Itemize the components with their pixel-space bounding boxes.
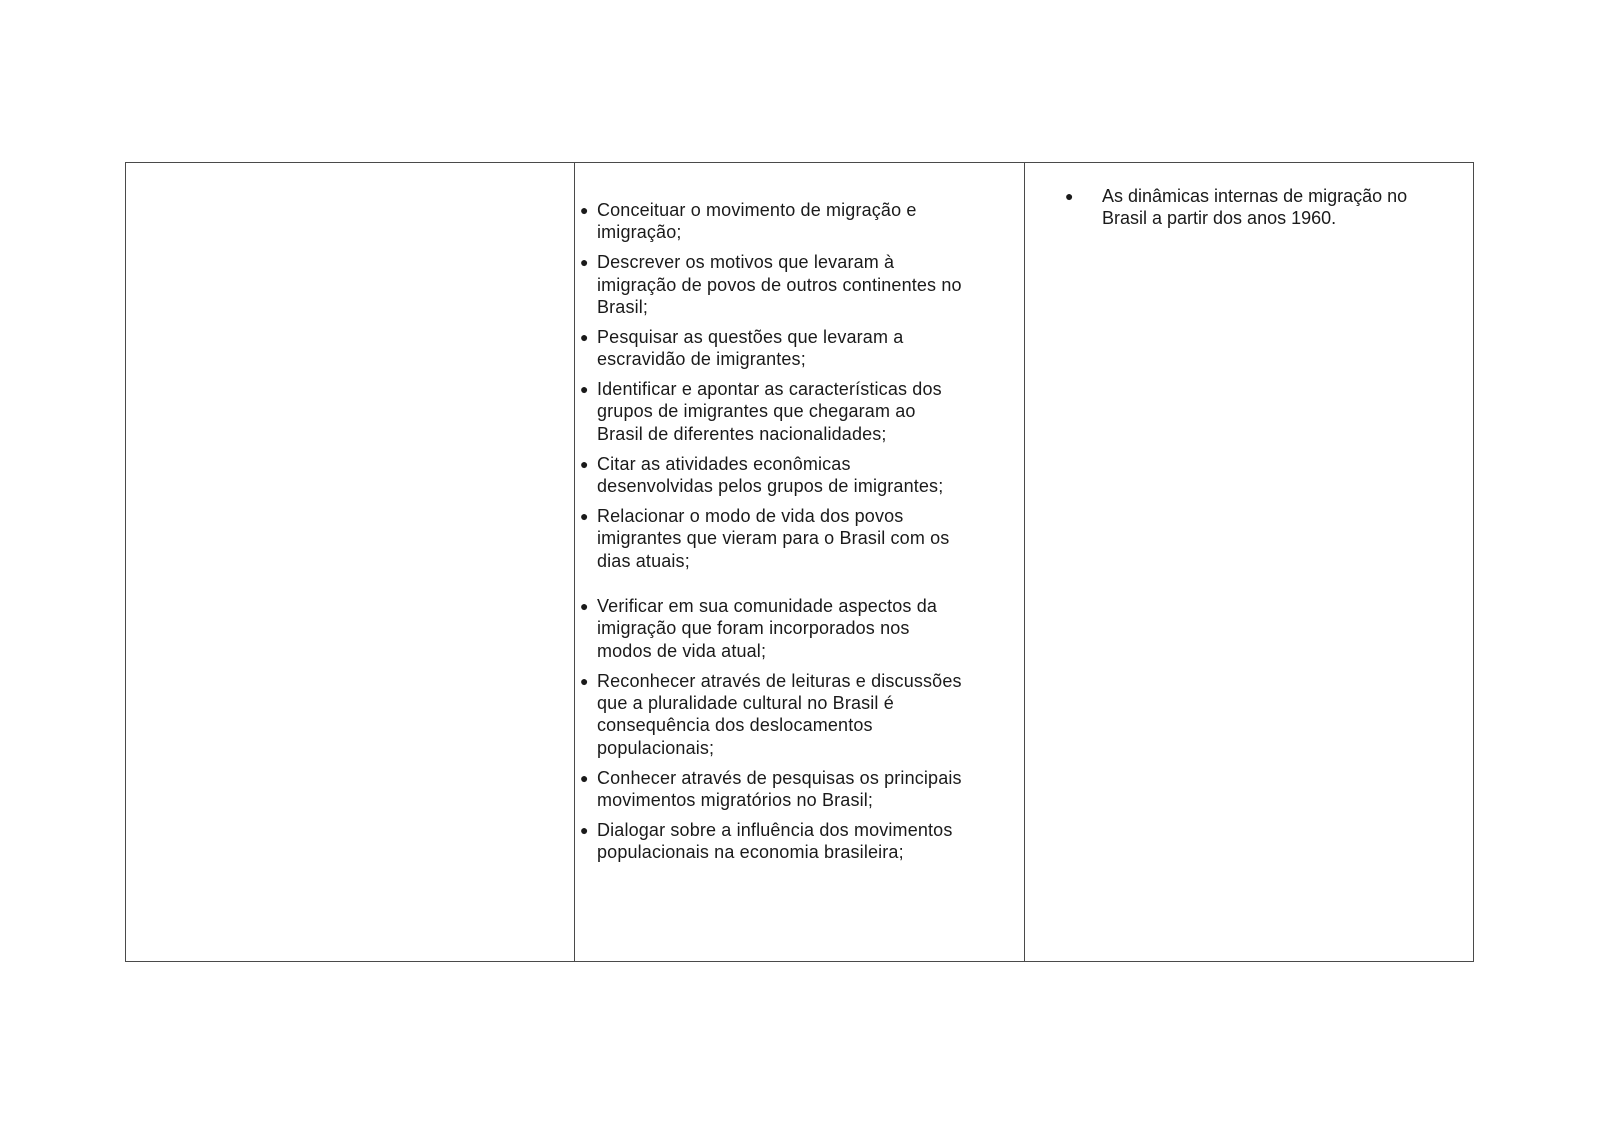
table-cell-objectives <box>575 163 1025 961</box>
list-item: ● Pesquisar as questões que levaram a escravidão de imigrantes; <box>580 326 904 370</box>
document-table <box>125 162 1474 962</box>
list-item: ● Conhecer através de pesquisas os principais movimentos migratórios no Brasil; <box>580 767 962 811</box>
contents-list <box>1065 185 1473 229</box>
bullet-icon: ● <box>580 769 589 786</box>
list-item: ● As dinâmicas internas de migração no Brasil a partir dos anos 1960. <box>1065 186 1408 228</box>
bullet-icon: ● <box>580 381 589 398</box>
bullet-icon: ● <box>1065 188 1074 204</box>
list-item: ● Citar as atividades econômicas desenvolvidas pelos grupos de imigrantes; <box>580 453 944 497</box>
list-item: ● Relacionar o modo de vida dos povos imigrantes que vieram para o Brasil com os dias atuais; <box>580 505 950 571</box>
table-cell-contents <box>1025 163 1473 961</box>
objectives-list <box>578 199 1024 864</box>
bullet-icon: ● <box>580 821 589 838</box>
bullet-icon: ● <box>580 328 589 345</box>
bullet-icon: ● <box>580 254 589 271</box>
list-item: ● Dialogar sobre a influência dos movimentos populacionais na economia brasileira; <box>580 819 953 863</box>
list-item: ● Descrever os motivos que levaram à imigração de povos de outros continentes no Brasil; <box>580 252 962 318</box>
bullet-icon: ● <box>580 672 589 689</box>
list-item: ● Conceituar o movimento de migração e imigração; <box>580 200 917 243</box>
list-item: ● Verificar em sua comunidade aspectos da imigração que foram incorporados nos modos de vida atual; <box>580 596 938 661</box>
list-item: ● Identificar e apontar as características dos grupos de imigrantes que chegaram ao Brasil de diferentes nacionalidades; <box>580 379 942 444</box>
table-cell-empty <box>126 163 575 961</box>
bullet-icon: ● <box>580 507 589 524</box>
bullet-icon: ● <box>580 202 589 218</box>
list-item: ● Reconhecer através de leituras e discussões que a pluralidade cultural no Brasil é consequência dos deslocamentos populacionais; <box>580 670 962 758</box>
bullet-icon: ● <box>580 598 589 615</box>
bullet-icon: ● <box>580 455 589 472</box>
